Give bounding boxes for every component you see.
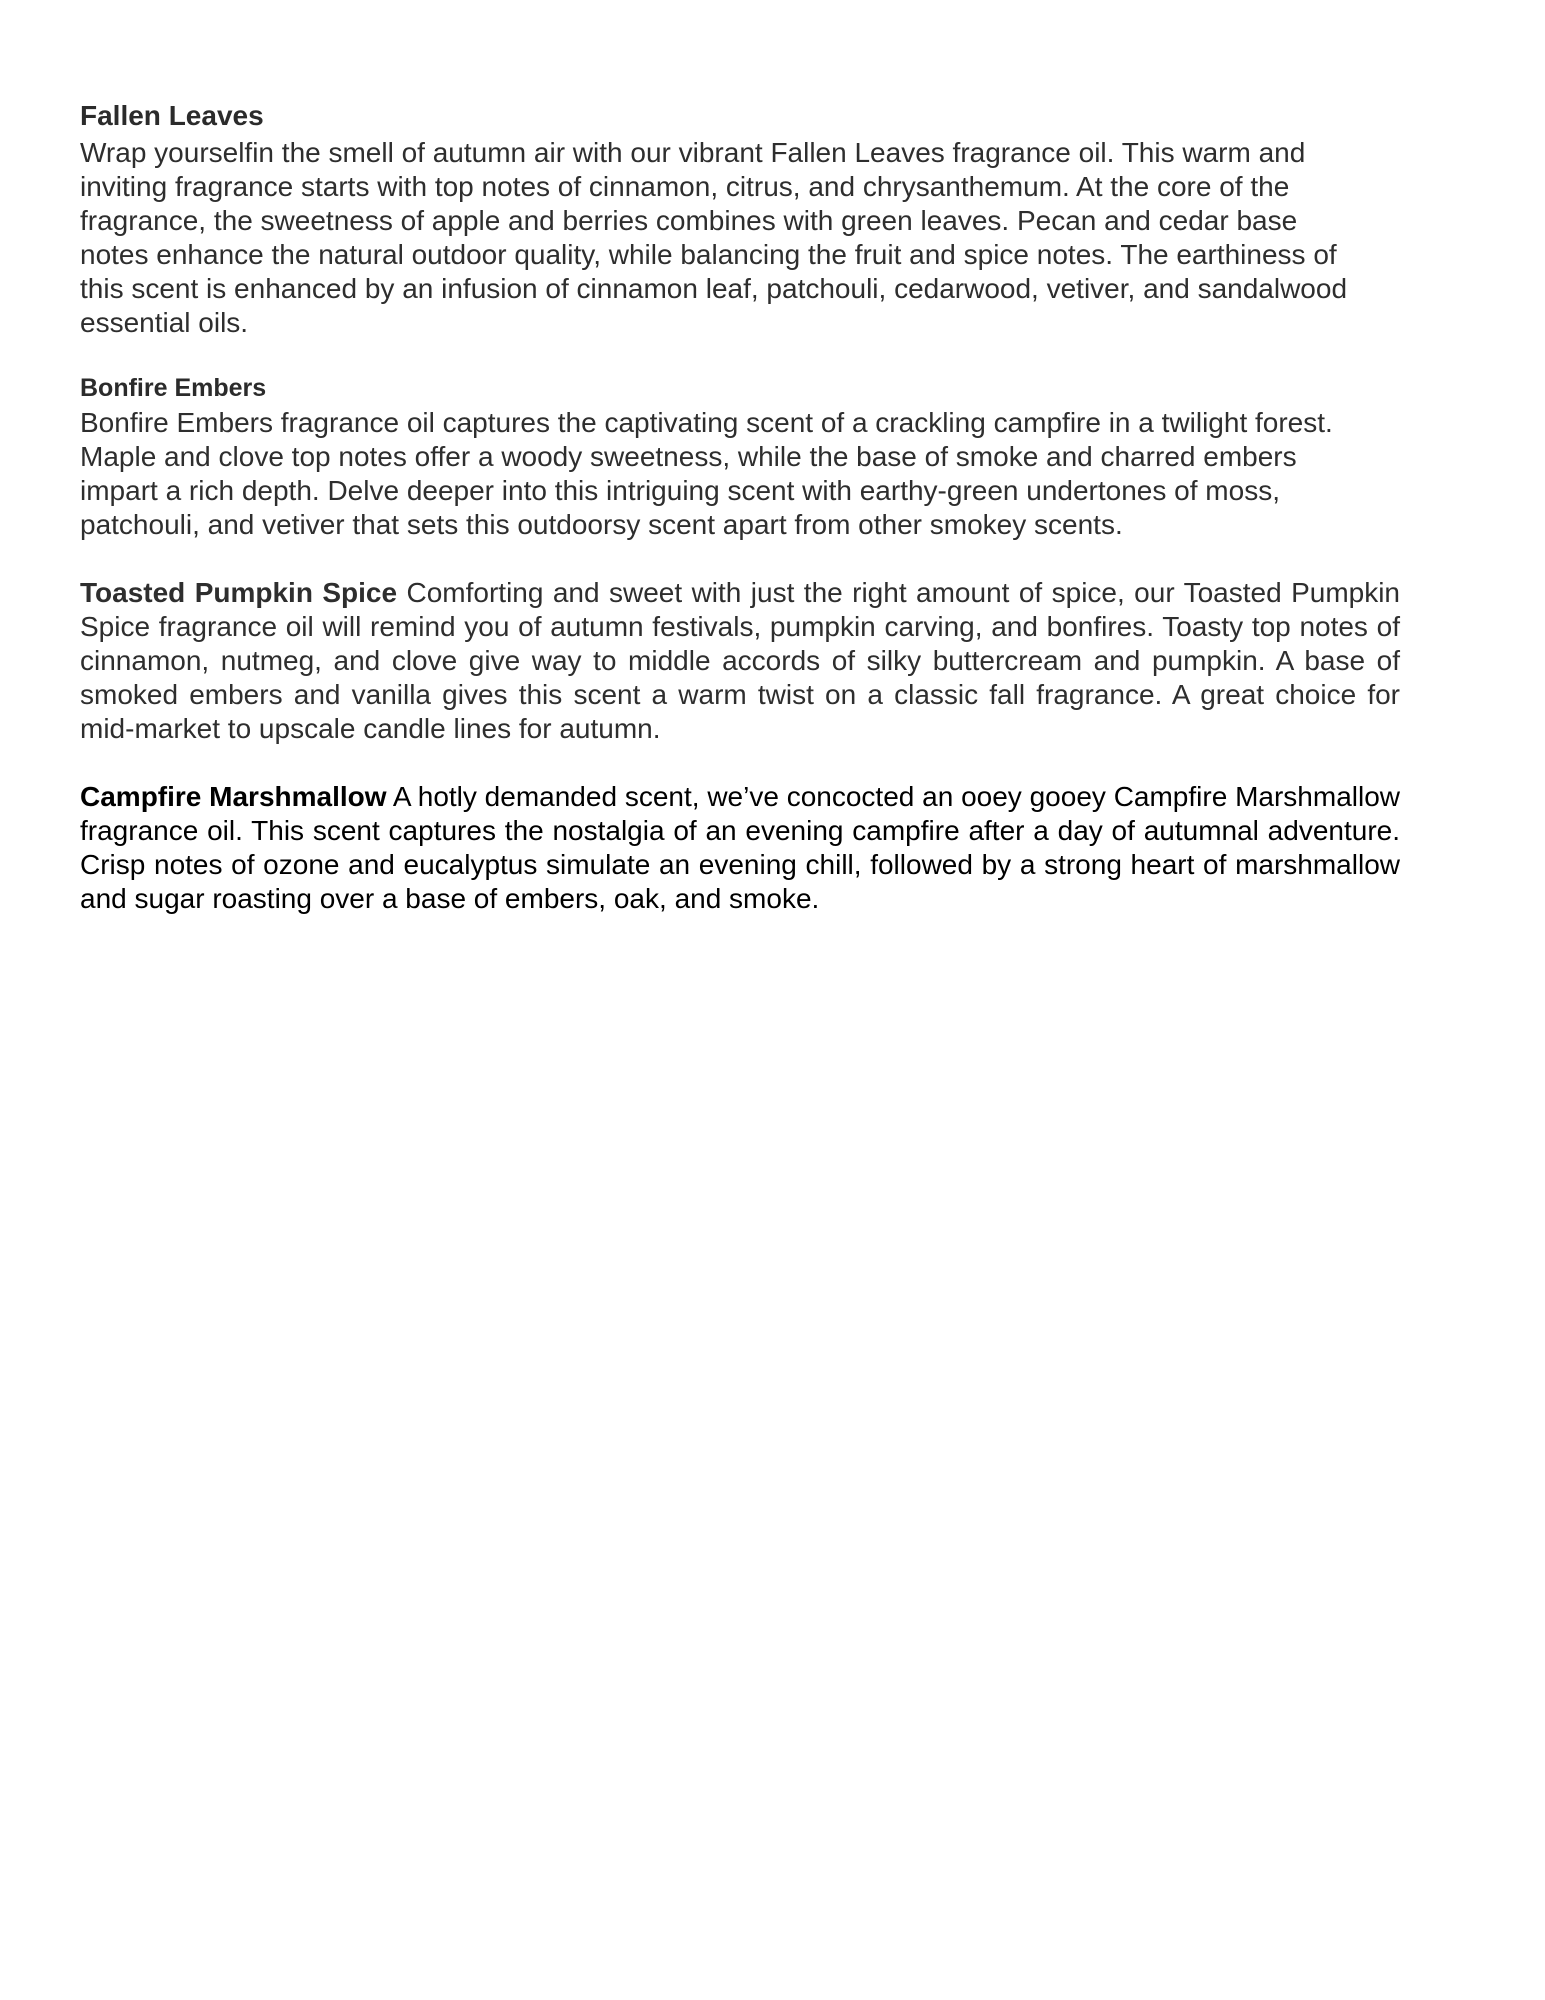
section-paragraph bbox=[80, 780, 1400, 916]
document-page bbox=[80, 96, 1400, 916]
section-title: Bonfire Embers bbox=[80, 374, 267, 402]
section-paragraph bbox=[80, 576, 1400, 746]
section-title: Fallen Leaves bbox=[80, 100, 264, 131]
section-toasted-pumpkin-spice bbox=[80, 576, 1400, 746]
section-description: Bonfire Embers fragrance oil captures the captivating scent of a crackling campfire in a twilight forest. Maple and clove top notes offer a woody sweetness, while the base of smoke and charred embers impart a rich depth. Delve deeper into this intriguing scent with earthy-green undertones of moss, patchouli, and vetiver that sets this outdoorsy scent apart from other smokey scents. bbox=[80, 407, 1333, 540]
section-fallen-leaves bbox=[80, 96, 1370, 340]
section-description: Wrap yourselfin the smell of autumn air with our vibrant Fallen Leaves fragrance oil. This warm and inviting fragrance starts with top notes of cinnamon, citrus, and chrysanthemum. At the core of the fragrance, the sweetness of apple and berries combines with green leaves. Pecan and cedar base notes enhance the natural outdoor quality, while balancing the fruit and spice notes. The earthiness of this scent is enhanced by an infusion of cinnamon leaf, patchouli, cedarwood, vetiver, and sandalwood essential oils. bbox=[80, 137, 1348, 338]
section-description: A hotly demanded scent, we’ve concocted an ooey gooey Campfire Marshmallow fragrance oil. This scent captures the nostalgia of an evening campfire after a day of autumnal adventure. Crisp notes of ozone and eucalyptus simulate an evening chill, followed by a strong heart of marshmallow and sugar roasting over a base of embers, oak, and smoke. bbox=[80, 781, 1400, 914]
section-campfire-marshmallow bbox=[80, 780, 1400, 916]
section-title: Campfire Marshmallow bbox=[80, 781, 387, 812]
section-title: Toasted Pumpkin Spice bbox=[80, 577, 398, 608]
section-bonfire-embers bbox=[80, 370, 1370, 542]
section-description: Comforting and sweet with just the right amount of spice, our Toasted Pumpkin Spice fragrance oil will remind you of autumn festivals, pumpkin carving, and bonfires. Toasty top notes of cinnamon, nutmeg, and clove give way to middle accords of silky buttercream and pumpkin. A base of smoked embers and vanilla gives this scent a warm twist on a classic fall fragrance. A great choice for mid-market to upscale candle lines for autumn. bbox=[80, 577, 1401, 744]
